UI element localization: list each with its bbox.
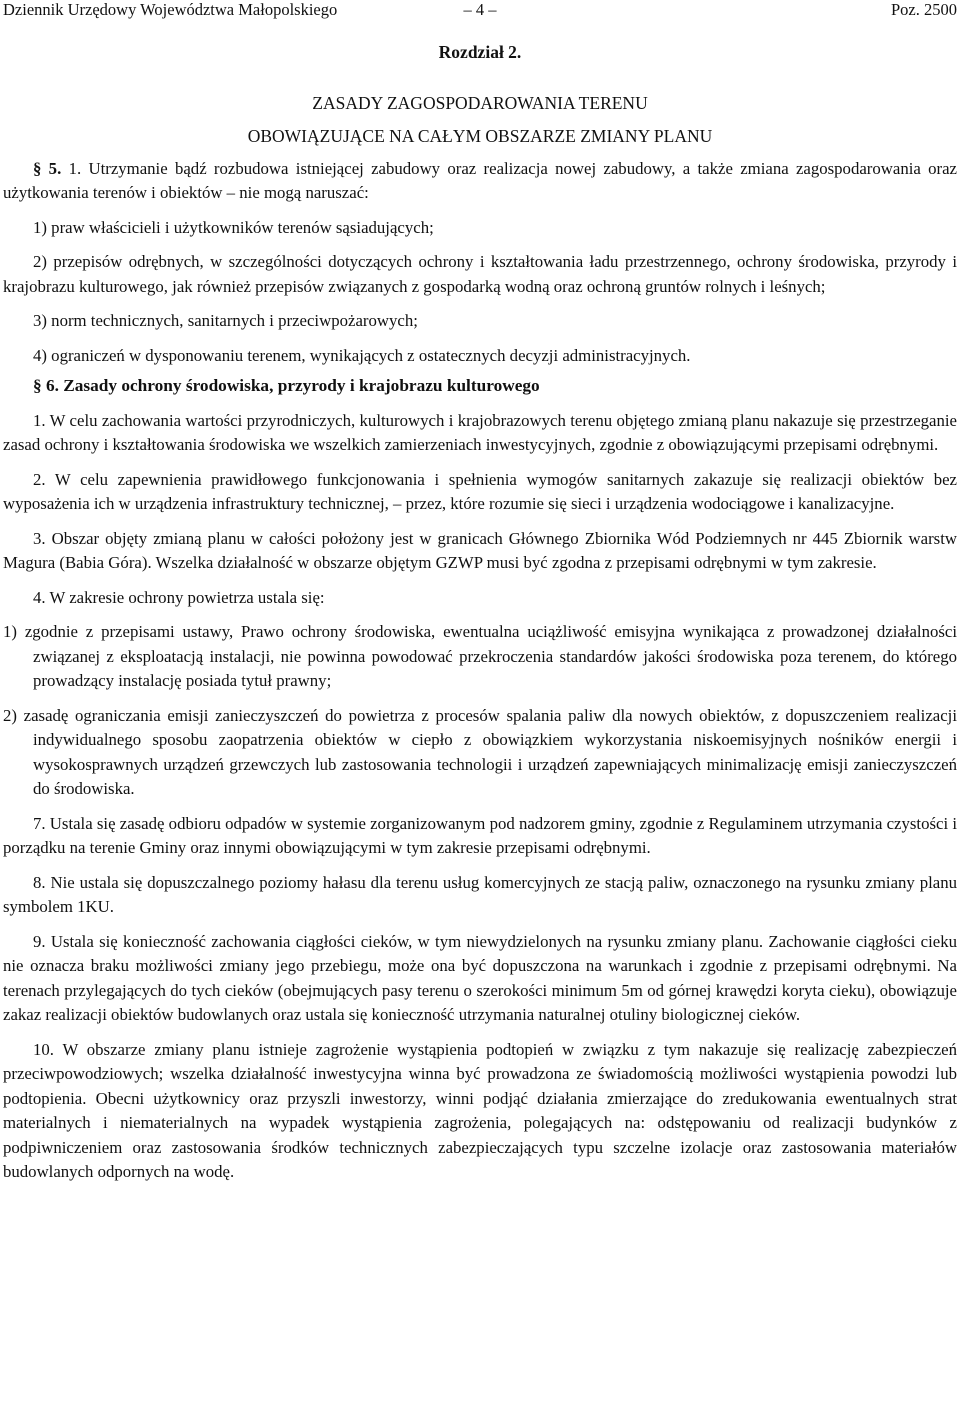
paragraph-6-7: 7. Ustala się zasadę odbioru odpadów w systemie zorganizowanym pod nadzorem gminy, zgodnie z Regulaminem utrzymania czystości i porządku na terenie Gminy oraz innymi obowiązującymi w tym zakresie przepisami odrębnymi. — [3, 813, 957, 857]
paragraph-6-2: 2. W celu zapewnienia prawidłowego funkcjonowania i spełnienia wymogów sanitarnych zakazuje się realizacji obiektów bez wyposażenia ich w urządzenia infrastruktury technicznej, – przez, które rozumie się sieci i urządzenia wodociągowe i kanalizacyjne. — [3, 469, 957, 513]
journal-title: Dziennik Urzędowy Województwa Małopolskiego — [3, 0, 338, 19]
paragraph-6-4: 4. W zakresie ochrony powietrza ustala się: — [33, 587, 325, 607]
list-item-6-4-2: 2) zasadę ograniczania emisji zanieczyszczeń do powietrza z procesów spalania paliw dla nowych obiektów, z dopuszczeniem realizacji indywidualnego sposobu zaopatrzenia obiektów w ciepło z obowiązkiem wykorzystania niskoemisyjnych nośników energii i wysokosprawnych urządzeń grzewczych lub zastosowania technologii i urządzeń zapewniających minimalizację emisji zanieczyszczeń do środowiska. — [3, 705, 957, 798]
position-number: Poz. 2500 — [891, 0, 957, 19]
list-item-5-3: 3) norm technicznych, sanitarnych i przeciwpożarowych; — [33, 311, 418, 330]
paragraph-6-10: 10. W obszarze zmiany planu istnieje zagrożenie wystąpienia podtopień w związku z tym nakazuje się realizację zabezpieczeń przeciwpowodziowych; wszelka działalność inwestycyjna winna być prowadzona ze świadomością możliwości wystąpienia powodzi lub podtopienia. Obecni użytkownicy oraz przyszli inwestorzy, winni podjąć działania zmierzające do zredukowania ewentualnych strat materialnych i niematerialnych na wypadek wystąpienia zagrożenia, polegających na: odstępowaniu od realizacji budynków z podpiwniczeniem oraz zastosowania środków technicznych zabezpieczających typu szczelne izolacje oraz zastosowania materiałów budowlanych odpornych na wodę. — [3, 1039, 957, 1181]
paragraph-6-9: 9. Ustala się konieczność zachowania ciągłości cieków, w tym niewydzielonych na rysunku zmiany planu. Zachowanie ciągłości cieku nie oznacza braku możliwości zmiany jego przebiegu, może ona być dopuszczona na warunkach i zgodnie z przepisami odrębnymi. Na terenach przylegających do tych cieków (obejmujących pasy terenu o szerokości minimum 5m od górnej krawędzi koryta cieku), obowiązuje zakaz realizacji obiektów budowlanych oraz ustala się konieczność utrzymania naturalnej otuliny biologicznej cieków. — [3, 931, 957, 1024]
list-item-6-4-1: 1) zgodnie z przepisami ustawy, Prawo ochrony środowiska, ewentualna uciążliwość emisyjna wynikająca z prowadzonej działalności związanej z eksploatacją instalacji, nie powinna powodować przekroczenia standardów jakości środowiska poza terenem, do którego prowadzący instalację posiada tytuł prawny; — [3, 622, 957, 690]
section-5-number: § 5. — [33, 158, 62, 178]
section-title-line-2: OBOWIĄZUJĄCE NA CAŁYM OBSZARZE ZMIANY PLANU — [247, 125, 713, 146]
paragraph-6-8: 8. Nie ustala się dopuszczalnego poziomy hałasu dla terenu usług komercyjnych ze stacją paliw, oznaczonego na rysunku zmiany planu symbolem 1KU. — [3, 872, 957, 916]
document-body — [3, 40, 957, 1185]
list-item-5-2: 2) przepisów odrębnych, w szczególności dotyczących ochrony i kształtowania ładu przestrzennego, ochrony środowiska, przyrody i krajobrazu kulturowego, jak również przepisów związanych z gospodarką wodną oraz ochroną gruntów rolnych i leśnych; — [3, 252, 957, 296]
page-number: – 4 – — [463, 0, 497, 19]
paragraph-5-1 — [3, 157, 957, 206]
list-item-5-1: 1) praw właścicieli i użytkowników terenów sąsiadujących; — [33, 217, 434, 237]
page-header — [3, 0, 957, 20]
paragraph-5-1-text: 1. Utrzymanie bądź rozbudowa istniejącej zabudowy oraz realizacja nowej zabudowy, a także zmiana zagospodarowania oraz użytkowania terenów i obiektów – nie mogą naruszać: — [3, 158, 957, 202]
paragraph-6-3: 3. Obszar objęty zmianą planu w całości położony jest w granicach Głównego Zbiornika Wód Podziemnych nr 445 Zbiornik warstw Magura (Babia Góra). Wszelka działalność w obszarze objętym GZWP musi być zgodna z przepisami odrębnymi w tym zakresie. — [3, 528, 957, 572]
chapter-heading: Rozdział 2. — [438, 42, 522, 62]
paragraph-6-1: 1. W celu zachowania wartości przyrodniczych, kulturowych i krajobrazowych terenu objętego zmianą planu nakazuje się przestrzeganie zasad ochrony i kształtowania środowiska we wszelkich zamierzeniach inwestycyjnych, zgodnie z obowiązującymi przepisami odrębnymi. — [3, 410, 957, 454]
section-title-line-1: ZASADY ZAGOSPODAROWANIA TERENU — [312, 92, 648, 113]
list-item-5-4: 4) ograniczeń w dysponowaniu terenem, wynikających z ostatecznych decyzji administracyjnych. — [33, 345, 691, 365]
section-6-heading: § 6. Zasady ochrony środowiska, przyrody i krajobrazu kulturowego — [33, 376, 540, 395]
